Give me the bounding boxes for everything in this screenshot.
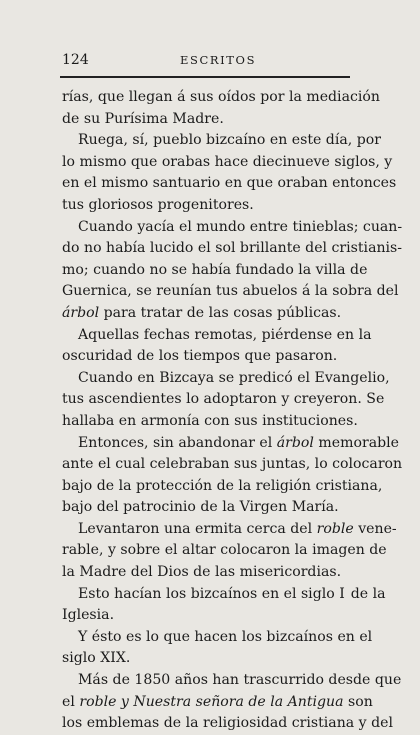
text-line: tus gloriosos progenitores. xyxy=(62,196,254,213)
text-line: oscuridad de los tiempos que pasaron. xyxy=(62,348,338,365)
header-title: ESCRITOS xyxy=(180,53,257,67)
text-line: Entonces, sin abandonar el árbol memorable xyxy=(78,434,399,451)
text-line: ante el cual celebraban sus juntas, lo colocaron xyxy=(62,456,403,473)
header-rule xyxy=(60,76,350,78)
text-line: bajo de la protección de la religión cristiana, xyxy=(62,477,383,494)
text-line: Ruega, sí, pueblo bizcaíno en este día, por xyxy=(78,132,381,149)
text-line: hallaba en armonía con sus instituciones. xyxy=(62,412,358,429)
text-line: Más de 1850 años han trascurrido desde que xyxy=(78,672,402,689)
text-line: de su Purísima Madre. xyxy=(62,110,224,127)
text-line: Iglesia. xyxy=(62,607,115,624)
text-line: rías, que llegan á sus oídos por la mediación xyxy=(62,89,380,105)
text-line: Aquellas fechas remotas, piérdense en la xyxy=(78,326,372,343)
text-line: Levantaron una ermita cerca del roble vene- xyxy=(78,520,397,537)
text-line: tus ascendientes lo adoptaron y creyeron. Se xyxy=(62,391,385,408)
text-line: siglo XIX. xyxy=(62,650,131,667)
text-line: do no había lucido el sol brillante del cristianis- xyxy=(62,240,403,257)
italic-word: árbol xyxy=(62,304,100,321)
text-line: el roble y Nuestra señora de la Antigua son xyxy=(62,693,373,710)
text-line: rable, y sobre el altar colocaron la imagen de xyxy=(62,542,387,559)
running-head xyxy=(62,52,350,72)
text-line: en el mismo santuario en que oraban entonces xyxy=(62,175,397,192)
text-line: Cuando en Bizcaya se predicó el Evangelio, xyxy=(78,369,390,386)
text-line: Guernica, se reunían tus abuelos á la sobra del xyxy=(62,283,399,300)
italic-word: roble xyxy=(316,520,354,537)
text-line: Cuando yacía el mundo entre tinieblas; cuan- xyxy=(78,218,403,235)
text-line: mo; cuando no se había fundado la villa de xyxy=(62,261,368,278)
text-line: la Madre del Dios de las misericordias. xyxy=(62,564,342,581)
text-line: Y ésto es lo que hacen los bizcaínos en el xyxy=(78,628,373,645)
italic-phrase: roble y Nuestra señora de la Antigua xyxy=(79,693,344,710)
text-line: árbol para tratar de las cosas públicas. xyxy=(62,304,342,321)
text-line: lo mismo que orabas hace diecinueve siglos, y xyxy=(62,153,393,170)
text-line: Esto hacían los bizcaínos en el siglo I de la xyxy=(78,585,386,602)
page-number: 124 xyxy=(62,52,89,68)
italic-word: árbol xyxy=(276,434,314,451)
body-text xyxy=(62,87,403,735)
text-line: los emblemas de la religiosidad cristiana y del xyxy=(62,715,393,732)
text-line: bajo del patrocinio de la Virgen María. xyxy=(62,499,339,516)
